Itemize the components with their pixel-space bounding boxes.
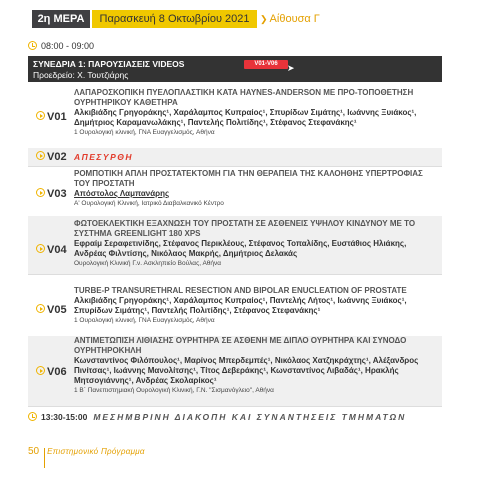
footer-title: Επιστημονικό Πρόγραμμα: [47, 447, 145, 456]
talk-code-text: V04: [47, 244, 67, 256]
talk-title: ΦΩΤΟΕΚΛΕΚΤΙΚΗ ΕΞΑΧΝΩΣΗ ΤΟΥ ΠΡΟΣΤΑΤΗ ΣΕ ΑΣΘΕΝΕΙΣ ΥΨΗΛΟΥ ΚΙΝΔΥΝΟΥ ΜΕ ΤΟ ΣΥΣΤΗΜΑ GREENLIGHT 180 XPS: [74, 219, 416, 238]
talk-body: [74, 88, 440, 137]
talk-row: [28, 166, 442, 217]
talk-title: ΑΝΤΙΜΕΤΩΠΙΣΗ ΛΙΘΙΑΣΗΣ ΟΥΡΗΤΗΡΑ ΣΕ ΑΣΘΕΝΗ ΜΕ ΔΙΠΛΟ ΟΥΡΗΤΗΡΑ ΚΑΙ ΣΥΝΟΔΟ ΟΥΡΗΤΗΡΟΚΗΛΗ: [74, 336, 407, 355]
talk-authors-text: Απόστολος Λαμπανάρης: [74, 189, 170, 198]
session-badge[interactable]: V01-V06: [244, 60, 288, 69]
talk-body: [74, 286, 440, 325]
talk-code-text: V03: [47, 188, 67, 200]
talk-code: [36, 188, 67, 200]
talk-code: [36, 366, 67, 378]
room-name: Αίθουσα Γ: [269, 13, 320, 25]
clock-icon: [28, 412, 37, 421]
session-chair: Προεδρείο: Χ. Τουτζιάρης: [33, 70, 129, 80]
cursor-icon: ➤: [287, 63, 295, 73]
talk-code-text: V02: [47, 151, 67, 163]
session-title: ΣΥΝΕΔΡΙΑ 1: ΠΑΡΟΥΣΙΑΣΕΙΣ VIDEOS: [33, 59, 185, 69]
session-bar: [28, 56, 442, 82]
withdrawn-label: ΑΠΕΣΥΡΘΗ: [74, 152, 134, 162]
talk-affiliation: 1 Ουρολογική κλινική, ΓΝΑ Ευαγγελισμός, Αθήνα: [74, 317, 215, 324]
page-number: 50: [28, 446, 40, 457]
talk-title: ΛΑΠΑΡΟΣΚΟΠΙΚΗ ΠΥΕΛΟΠΛΑΣΤΙΚΗ ΚΑΤΑ HAYNES-ANDERSON ΜΕ ΠΡΟ-ΤΟΠΟΘΕΤΗΣΗ ΟΥΡΗΤΗΡΙΚΟΥ ΚΑΘΕΤΗΡΑ: [74, 88, 414, 107]
talk-code-text: V01: [47, 111, 67, 123]
talk-body: [74, 336, 440, 395]
break-label: ΜΕΣΗΜΒΡΙΝΗ ΔΙΑΚΟΠΗ ΚΑΙ ΣΥΝΑΝΤΗΣΕΙΣ ΤΜΗΜΑΤΩΝ: [93, 412, 407, 422]
break-time: 13:30-15:00: [41, 412, 88, 422]
time-slot-text: 08:00 - 09:00: [41, 41, 95, 51]
talk-authors: Εφραίμ Σεραφετινίδης, Στέφανος Περικλέους, Στέφανος Τοπαλίδης, Ευστάθιος Ηλιάκης, Ανδρέας Φιλντίσης, Νικόλαος Μακρής, Δημήτριος Δελακάς: [74, 239, 407, 258]
talk-authors: [74, 189, 440, 199]
play-icon: [36, 111, 45, 120]
time-slot: [28, 40, 94, 52]
day-tab: 2η ΜΕΡΑ: [32, 10, 90, 28]
talk-title: ΡΟΜΠΟΤΙΚΗ ΑΠΛΗ ΠΡΟΣΤΑΤΕΚΤΟΜΗ ΓΙΑ ΤΗΝ ΘΕΡΑΠΕΙΑ ΤΗΣ ΚΑΛΟΗΘΗΣ ΥΠΕΡΤΡΟΦΙΑΣ ΤΟΥ ΠΡΟΣΤΑΤΗ: [74, 169, 423, 188]
page-footer: [28, 446, 145, 457]
talk-affiliation: Α' Ουρολογική Κλινική, Ιατρικό Διαβαλκανικό Κέντρο: [74, 200, 224, 207]
chevron-right-icon: ❯: [260, 14, 268, 24]
talk-body: [74, 169, 440, 208]
day-header: [0, 10, 480, 28]
talk-affiliation: Ουρολογική Κλινική Γ.ν. Ασκληπιείο Βούλας, Αθήνα: [74, 260, 222, 267]
footer-divider: [44, 448, 45, 468]
play-icon: [36, 366, 45, 375]
talk-affiliation: 1 Β΄ Πανεπιστημιακή Ουρολογική Κλινική, Γ.Ν. "Σισμανόγλειο", Αθήνα: [74, 387, 274, 394]
clock-icon: [28, 41, 37, 50]
play-icon: [36, 304, 45, 313]
talk-row: [28, 336, 442, 407]
room-label: [260, 10, 320, 28]
talk-authors: Κωνσταντίνος Φιλόπουλος¹, Μαρίνος Μπερδεμπές¹, Νικόλαος Χατζηκράχτης¹, Αλέξανδρος Πινίτσας¹, Ιωάννης Μανολίτσης¹, Τίτος Δεβεράκης¹, Κωνσταντίνος Λιβαδάς¹, Ηρακλής Μητσογιάννης¹, Ανδρέας Σκολαρίκος¹: [74, 356, 419, 385]
talk-row: [28, 86, 442, 149]
talk-code: [36, 304, 67, 316]
play-icon: [36, 151, 45, 160]
talk-code: [36, 244, 67, 256]
talk-code: [36, 151, 67, 163]
play-icon: [36, 244, 45, 253]
break-row: [28, 412, 442, 422]
talk-code-text: V06: [47, 366, 67, 378]
talk-title: TURBE-P TRANSURETHRAL RESECTION AND BIPOLAR ENUCLEATION OF PROSTATE: [74, 286, 407, 295]
talk-code-text: V05: [47, 304, 67, 316]
talk-row: [28, 216, 442, 275]
play-icon: [36, 188, 45, 197]
talk-authors: Αλκιβιάδης Γρηγοράκης¹, Χαράλαμπος Κυπραίος¹, Σπυρίδων Σιμάτης¹, Ιωάννης Ξυιάκος¹, Δημήτριος Καραμανωλάκης¹, Παντελής Πολιτίδης¹, Στέφανος Στεφανάκης¹: [74, 108, 417, 127]
talk-body: [74, 219, 440, 268]
talk-code: [36, 111, 67, 123]
talk-affiliation: 1 Ουρολογική κλινική, ΓΝΑ Ευαγγελισμός, Αθήνα: [74, 129, 215, 136]
talk-authors: Αλκιβιάδης Γρηγοράκης¹, Χαράλαμπος Κυπραίος¹, Παντελής Λήτος¹, Ιωάννης Ξυιάκος¹, Σπυρίδων Σιμάτης¹, Παντελής Πολιτίδης¹, Στέφανος Στεφανάκης¹: [74, 296, 407, 315]
talk-row: [28, 148, 442, 167]
talk-row: [28, 274, 442, 337]
date-tab: Παρασκευή 8 Οκτωβρίου 2021: [92, 10, 257, 28]
talk-body: [74, 152, 440, 162]
